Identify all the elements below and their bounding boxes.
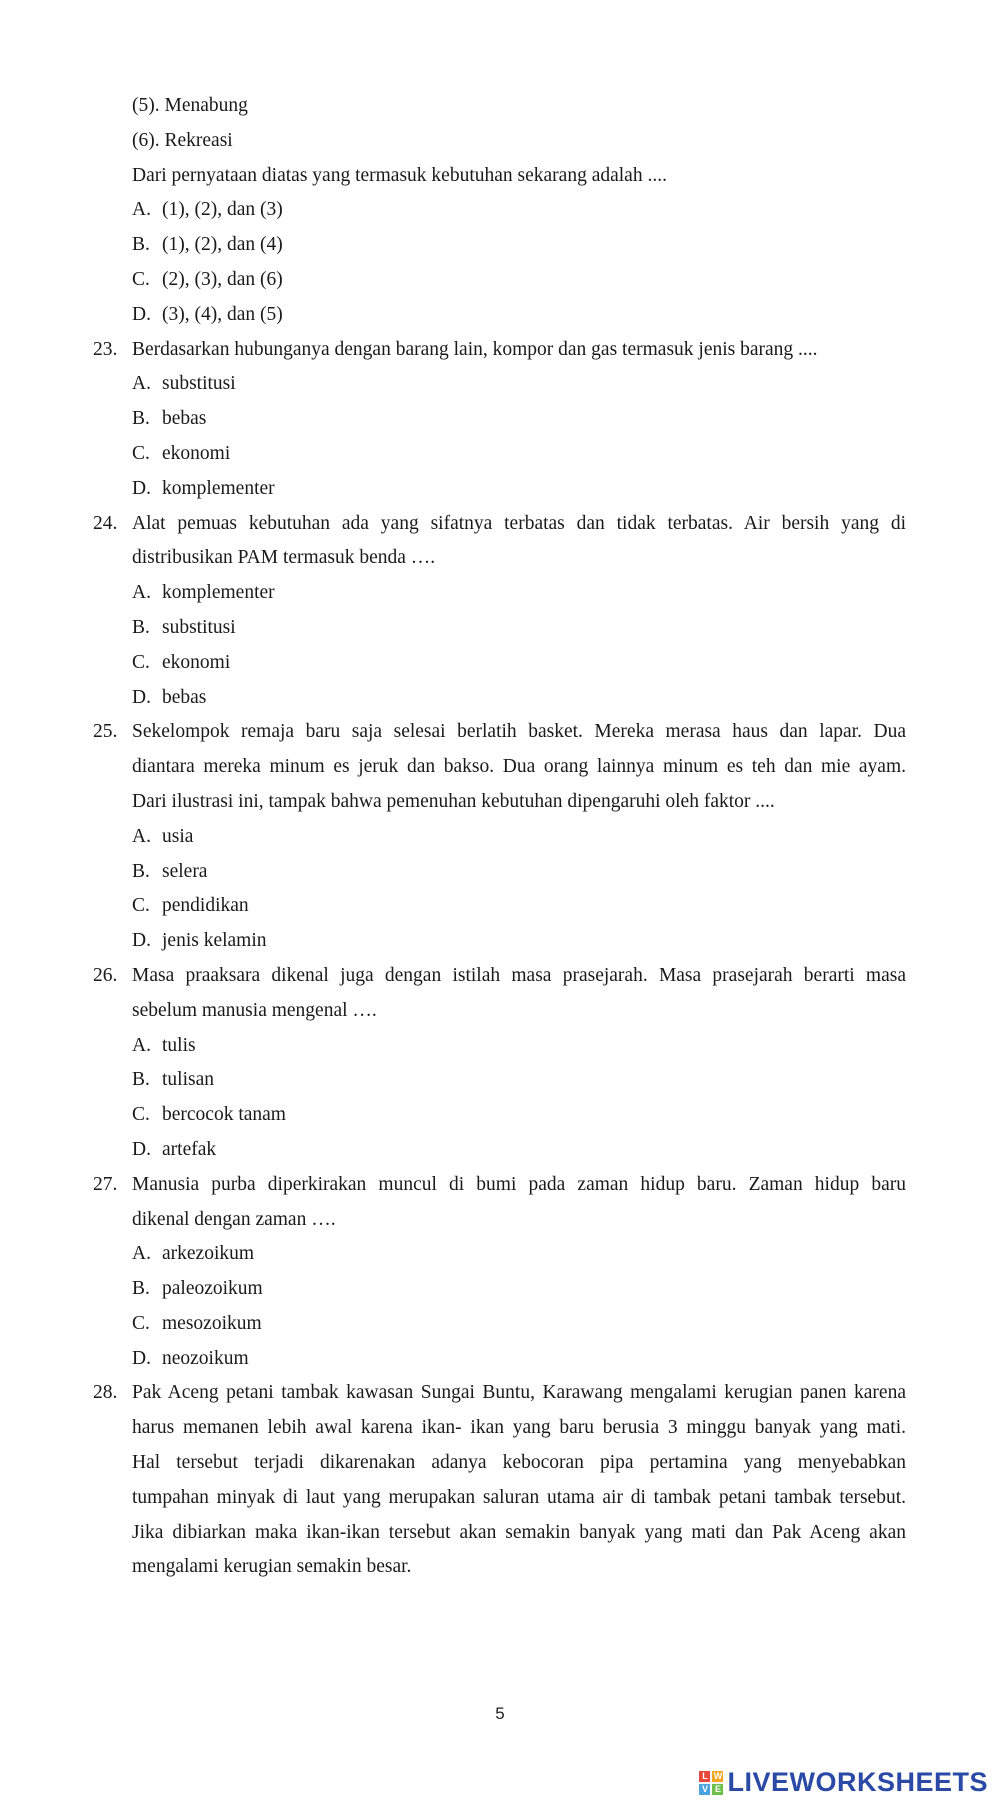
option-letter: B. [132, 860, 150, 882]
option-text: komplementer [162, 582, 275, 604]
question-body [132, 507, 906, 716]
answer-option [132, 646, 906, 681]
answer-option [132, 1133, 906, 1168]
answer-option [132, 889, 906, 924]
option-text: (1), (2), dan (3) [162, 199, 283, 221]
question-text-line: distribusikan PAM termasuk benda …. [132, 547, 436, 569]
question-body [132, 1168, 906, 1377]
question-text-line: Pak Aceng petani tambak kawasan Sungai Buntu, Karawang mengalami kerugian panen karena [132, 1382, 906, 1404]
option-text: tulis [162, 1034, 196, 1056]
question-number: 28. [93, 1382, 118, 1404]
question-number: 24. [93, 512, 118, 534]
question-27 [93, 1168, 906, 1377]
question-23 [93, 333, 906, 507]
option-text: (2), (3), dan (6) [162, 268, 283, 290]
option-text: tulisan [162, 1069, 214, 1091]
option-letter: D. [132, 1138, 151, 1160]
answer-option [132, 1272, 906, 1307]
option-text: substitusi [162, 616, 236, 638]
option-letter: D. [132, 303, 151, 325]
liveworksheets-watermark [699, 1767, 988, 1798]
logo-tile: L [699, 1771, 710, 1782]
answer-option [132, 681, 906, 716]
answer-option [132, 437, 906, 472]
question-28 [93, 1376, 906, 1585]
option-letter: B. [132, 1069, 150, 1091]
logo-tile: W [713, 1771, 723, 1781]
option-text: mesozoikum [162, 1312, 262, 1334]
answer-option [132, 367, 906, 402]
answer-option [132, 298, 906, 333]
pre-item: (5). Menabung [132, 95, 248, 116]
option-letter: D. [132, 686, 151, 708]
option-text: artefak [162, 1138, 217, 1160]
question-text-line: Jika dibiarkan maka ikan-ikan tersebut akan semakin banyak yang mati dan Pak Aceng akan [132, 1521, 906, 1543]
answer-option [132, 611, 906, 646]
answer-option [132, 1029, 906, 1064]
option-letter: A. [132, 1243, 151, 1265]
option-text: usia [162, 825, 194, 847]
previous-question-continuation [93, 89, 906, 333]
page-number: 5 [495, 1704, 505, 1723]
answer-option [132, 924, 906, 959]
question-text-line: Hal tersebut terjadi dikarenakan adanya kebocoran pipa pertamina yang menyebabkan [132, 1452, 906, 1474]
watermark-text: LIVEWORKSHEETS [727, 1767, 988, 1797]
option-text: (3), (4), dan (5) [162, 303, 283, 325]
liveworksheets-logo-icon [699, 1771, 723, 1795]
question-text-line: harus memanen lebih awal karena ikan- ikan yang baru berusia 3 minggu banyak yang mati. [132, 1417, 906, 1439]
answer-option [132, 472, 906, 507]
option-letter: B. [132, 616, 150, 638]
question-25 [93, 715, 906, 959]
question-text-line: diantara mereka minum es jeruk dan bakso. Dua orang lainnya minum es teh dan mie ayam. [132, 756, 906, 778]
answer-option [132, 576, 906, 611]
question-text-line: Dari ilustrasi ini, tampak bahwa pemenuhan kebutuhan dipengaruhi oleh faktor .... [132, 790, 775, 812]
question-number: 25. [93, 721, 118, 743]
pre-question-prompt: Dari pernyataan diatas yang termasuk kebutuhan sekarang adalah .... [132, 164, 667, 186]
question-body [132, 1376, 906, 1585]
question-text-line: mengalami kerugian semakin besar. [132, 1556, 412, 1578]
option-text: jenis kelamin [162, 930, 267, 952]
option-text: arkezoikum [162, 1243, 255, 1265]
option-text: komplementer [162, 477, 275, 499]
answer-option [132, 193, 906, 228]
answer-option [132, 855, 906, 890]
question-26 [93, 959, 906, 1168]
question-number: 26. [93, 964, 118, 986]
question-text-line: Berdasarkan hubunganya dengan barang lain, kompor dan gas termasuk jenis barang .... [132, 338, 818, 360]
option-letter: C. [132, 651, 150, 673]
option-text: (1), (2), dan (4) [162, 234, 283, 256]
option-text: selera [162, 860, 208, 882]
option-text: neozoikum [162, 1347, 249, 1369]
logo-tile: V [699, 1784, 710, 1795]
answer-option [132, 263, 906, 298]
option-letter: C. [132, 442, 150, 464]
option-letter: A. [132, 373, 151, 395]
logo-tile: E [712, 1784, 723, 1795]
option-letter: A. [132, 199, 151, 221]
option-text: substitusi [162, 373, 236, 395]
option-text: paleozoikum [162, 1278, 263, 1300]
question-text-line: sebelum manusia mengenal …. [132, 999, 377, 1021]
answer-option [132, 1237, 906, 1272]
question-text-line: Manusia purba diperkirakan muncul di bumi pada zaman hidup baru. Zaman hidup baru [132, 1173, 906, 1195]
option-letter: B. [132, 408, 150, 430]
option-letter: A. [132, 1034, 151, 1056]
option-letter: D. [132, 477, 151, 499]
option-letter: B. [132, 234, 150, 256]
question-text-line: tumpahan minyak di laut yang merupakan saluran utama air di tambak petani tambak tersebut. [132, 1486, 906, 1508]
answer-option [132, 1342, 906, 1377]
option-text: pendidikan [162, 895, 249, 917]
option-text: bebas [162, 686, 207, 708]
question-number: 27. [93, 1173, 118, 1195]
question-text-line: Sekelompok remaja baru saja selesai berlatih basket. Mereka merasa haus dan lapar. Dua [132, 721, 906, 743]
answer-option [132, 402, 906, 437]
answer-option [132, 228, 906, 263]
option-text: ekonomi [162, 651, 231, 673]
question-24 [93, 507, 906, 716]
option-letter: C. [132, 895, 150, 917]
option-letter: D. [132, 930, 151, 952]
answer-option [132, 1307, 906, 1342]
option-letter: C. [132, 1104, 150, 1126]
option-letter: D. [132, 1347, 151, 1369]
question-text-line: Alat pemuas kebutuhan ada yang sifatnya terbatas dan tidak terbatas. Air bersih yang di [132, 512, 906, 534]
answer-option [132, 1063, 906, 1098]
question-body [132, 959, 906, 1168]
question-text-line: Masa praaksara dikenal juga dengan istilah masa prasejarah. Masa prasejarah berarti masa [132, 964, 906, 986]
option-text: bebas [162, 408, 207, 430]
answer-option [132, 820, 906, 855]
question-list [93, 333, 906, 1586]
question-text-line: dikenal dengan zaman …. [132, 1208, 336, 1230]
question-content [93, 89, 906, 1585]
option-letter: A. [132, 825, 151, 847]
question-body [132, 333, 906, 507]
option-text: bercocok tanam [162, 1104, 286, 1126]
question-number: 23. [93, 338, 118, 360]
pre-item: (6). Rekreasi [132, 129, 233, 151]
option-letter: C. [132, 1312, 150, 1334]
option-letter: C. [132, 268, 150, 290]
option-letter: A. [132, 582, 151, 604]
answer-option [132, 1098, 906, 1133]
option-letter: B. [132, 1278, 150, 1300]
option-text: ekonomi [162, 442, 231, 464]
question-body [132, 715, 906, 959]
